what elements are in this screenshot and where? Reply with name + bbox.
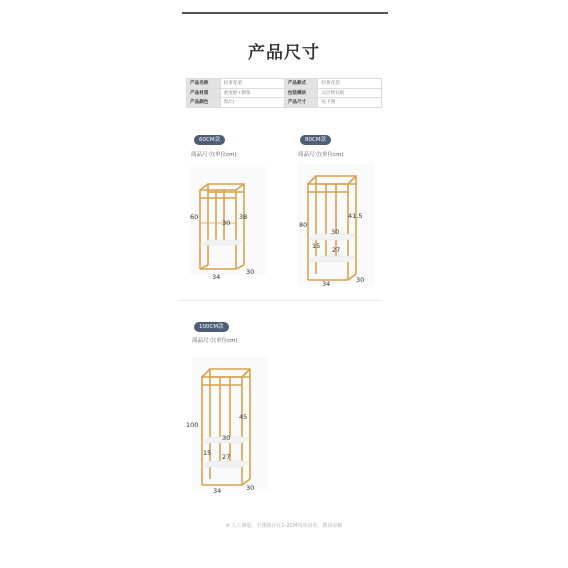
inner-height-label: 30 xyxy=(222,434,231,442)
depth-label: 30 xyxy=(246,268,255,276)
shelf-board-lower xyxy=(308,256,356,262)
page-title: 产品尺寸 xyxy=(248,43,320,63)
shelf-height-label: 27 xyxy=(222,453,231,461)
spec-key: 产品颜色 xyxy=(187,98,221,108)
height-label: 60 xyxy=(190,213,199,221)
spec-key: 产品名称 xyxy=(187,79,221,89)
spec-value: 五层楞瓦纸 xyxy=(318,88,382,98)
shelf-diagram-80cm xyxy=(296,162,376,290)
spec-value: 见下图 xyxy=(318,98,382,108)
width-label: 34 xyxy=(213,487,222,495)
height-label: 100 xyxy=(186,421,199,429)
spec-key: 产品材质 xyxy=(187,88,221,98)
depth-label: 30 xyxy=(356,276,365,284)
shelf-height-label: 27 xyxy=(332,246,341,254)
upper-height-label: 45 xyxy=(239,413,248,421)
width-label: 34 xyxy=(212,273,221,281)
spec-value: 轻奢花架 xyxy=(220,79,284,89)
width-label: 34 xyxy=(322,280,331,288)
shelf-board-lower xyxy=(202,461,250,467)
size-unit-label: 商品尺寸(单位cm) xyxy=(192,338,238,344)
spec-table xyxy=(186,78,382,108)
height-label: 80 xyxy=(299,221,308,229)
shelf-diagram-100cm xyxy=(190,355,270,493)
lower-height-label: 15 xyxy=(203,449,212,457)
size-unit-label: 商品尺寸(单位cm) xyxy=(191,152,237,158)
variant-badge-60cm: 60CM款 xyxy=(194,135,225,145)
inner-height-label: 30 xyxy=(222,219,231,227)
spec-row xyxy=(187,79,382,89)
upper-height-label: 41.5 xyxy=(348,212,363,220)
spec-row xyxy=(187,98,382,108)
spec-key: 包装模块 xyxy=(284,88,318,98)
spec-value: 密度板+钢架 xyxy=(220,88,284,98)
measurement-footnote: ※ 人工测量，不排除存在1-2CM内的误差，敬请谅解 xyxy=(225,523,343,529)
depth-label: 30 xyxy=(246,484,255,492)
inner-height-label: 30 xyxy=(331,228,340,236)
variant-badge-100cm: 100CM款 xyxy=(194,322,229,332)
spec-row xyxy=(187,88,382,98)
spec-value: 轻奢花架 xyxy=(318,79,382,89)
spec-key: 产品款式 xyxy=(284,79,318,89)
spec-key: 产品尺寸 xyxy=(284,98,318,108)
variant-badge-80cm: 80CM款 xyxy=(300,135,331,145)
size-unit-label: 商品尺寸(单位cm) xyxy=(298,152,344,158)
section-divider xyxy=(178,300,382,301)
shelf-board xyxy=(200,240,244,245)
top-divider-line xyxy=(182,12,388,14)
lower-height-label: 15 xyxy=(312,242,321,250)
upper-height-label: 38 xyxy=(239,213,248,221)
spec-value: 黑/白 xyxy=(220,98,284,108)
